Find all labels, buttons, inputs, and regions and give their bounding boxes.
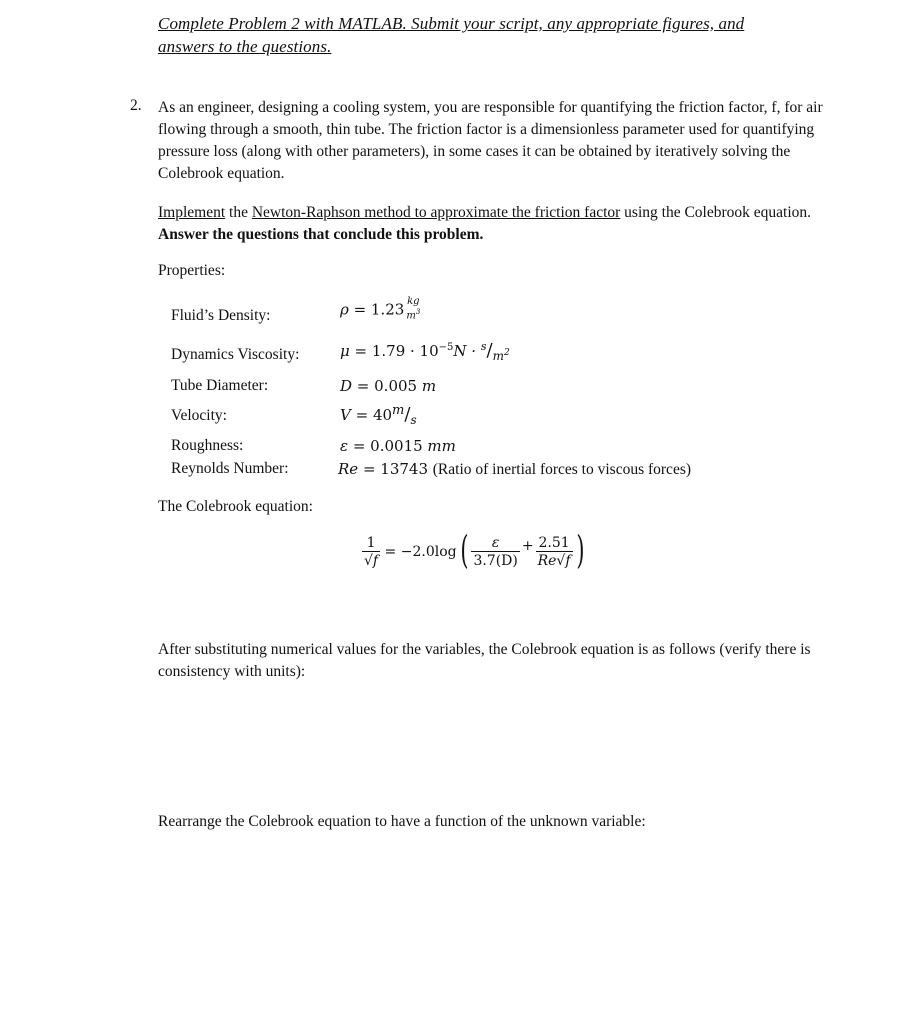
property-label: Fluid’s Density: bbox=[171, 307, 271, 324]
assignment-header-line2: answers to the questions. bbox=[158, 37, 332, 56]
velocity-value: $V = 40^m/_s$ bbox=[340, 403, 417, 427]
colebrook-heading: The Colebrook equation: bbox=[158, 498, 313, 515]
density-value: ρ = 1.23 kg $m^3$ bbox=[340, 296, 421, 322]
diameter-value: D = 0.005 m bbox=[340, 377, 437, 395]
roughness-value: ε = 0.0015 mm bbox=[340, 437, 456, 455]
problem-number: 2. bbox=[130, 97, 142, 114]
lhs-fraction: $\frac{1}{√f}$ bbox=[364, 534, 379, 569]
instruction-bold: Answer the questions that conclude this problem. bbox=[158, 226, 484, 243]
problem-instruction: Implement the Newton-Raphson method to approximate the friction factor using the Colebrook equation. Answer the questions that conclude this problem. bbox=[158, 204, 812, 243]
colebrook-equation: $\frac{1}{√f}$ = −2.0log( $\frac{\varepsilon}{3.7(D)}$ + $\frac{2.51}{Re√f}$ ) bbox=[364, 528, 585, 572]
property-label: Dynamics Viscosity: bbox=[171, 346, 300, 363]
roughness-term: $\frac{\varepsilon}{3.7(D)}$ bbox=[473, 534, 518, 569]
reynolds-term: $\frac{2.51}{Re√f}$ bbox=[537, 534, 571, 569]
viscosity-value: $\mu = 1.79 \cdot 10^{-5}N \cdot ^s/_{m^2}$ bbox=[340, 340, 510, 363]
reynolds-value: Re = 13743 (Ratio of inertial forces to viscous forces) bbox=[338, 460, 692, 478]
assignment-header-line1: Complete Problem 2 with MATLAB. Submit your script, any appropriate figures, and bbox=[158, 14, 745, 33]
property-label: Roughness: bbox=[171, 437, 244, 454]
property-label: Velocity: bbox=[171, 407, 227, 424]
substitution-text: After substituting numerical values for the variables, the Colebrook equation is as follows (verify there is consistency with units): bbox=[158, 641, 811, 680]
properties-heading: Properties: bbox=[158, 262, 226, 279]
method-link: Newton-Raphson method to approximate the friction factor bbox=[251, 204, 621, 221]
implement-link: Implement bbox=[158, 204, 226, 221]
property-label: Tube Diameter: bbox=[171, 377, 269, 394]
problem-intro: As an engineer, designing a cooling system, you are responsible for quantifying the friction factor, f, for air flowing through a smooth, thin tube. The friction factor is a dimensionless parameter used for quantifying pressure loss (along with other parameters), in some cases it can be obtained by iteratively solving the Colebrook equation. bbox=[158, 99, 823, 182]
property-label: Reynolds Number: bbox=[171, 460, 289, 477]
rearrange-text: Rearrange the Colebrook equation to have a function of the unknown variable: bbox=[158, 813, 646, 830]
